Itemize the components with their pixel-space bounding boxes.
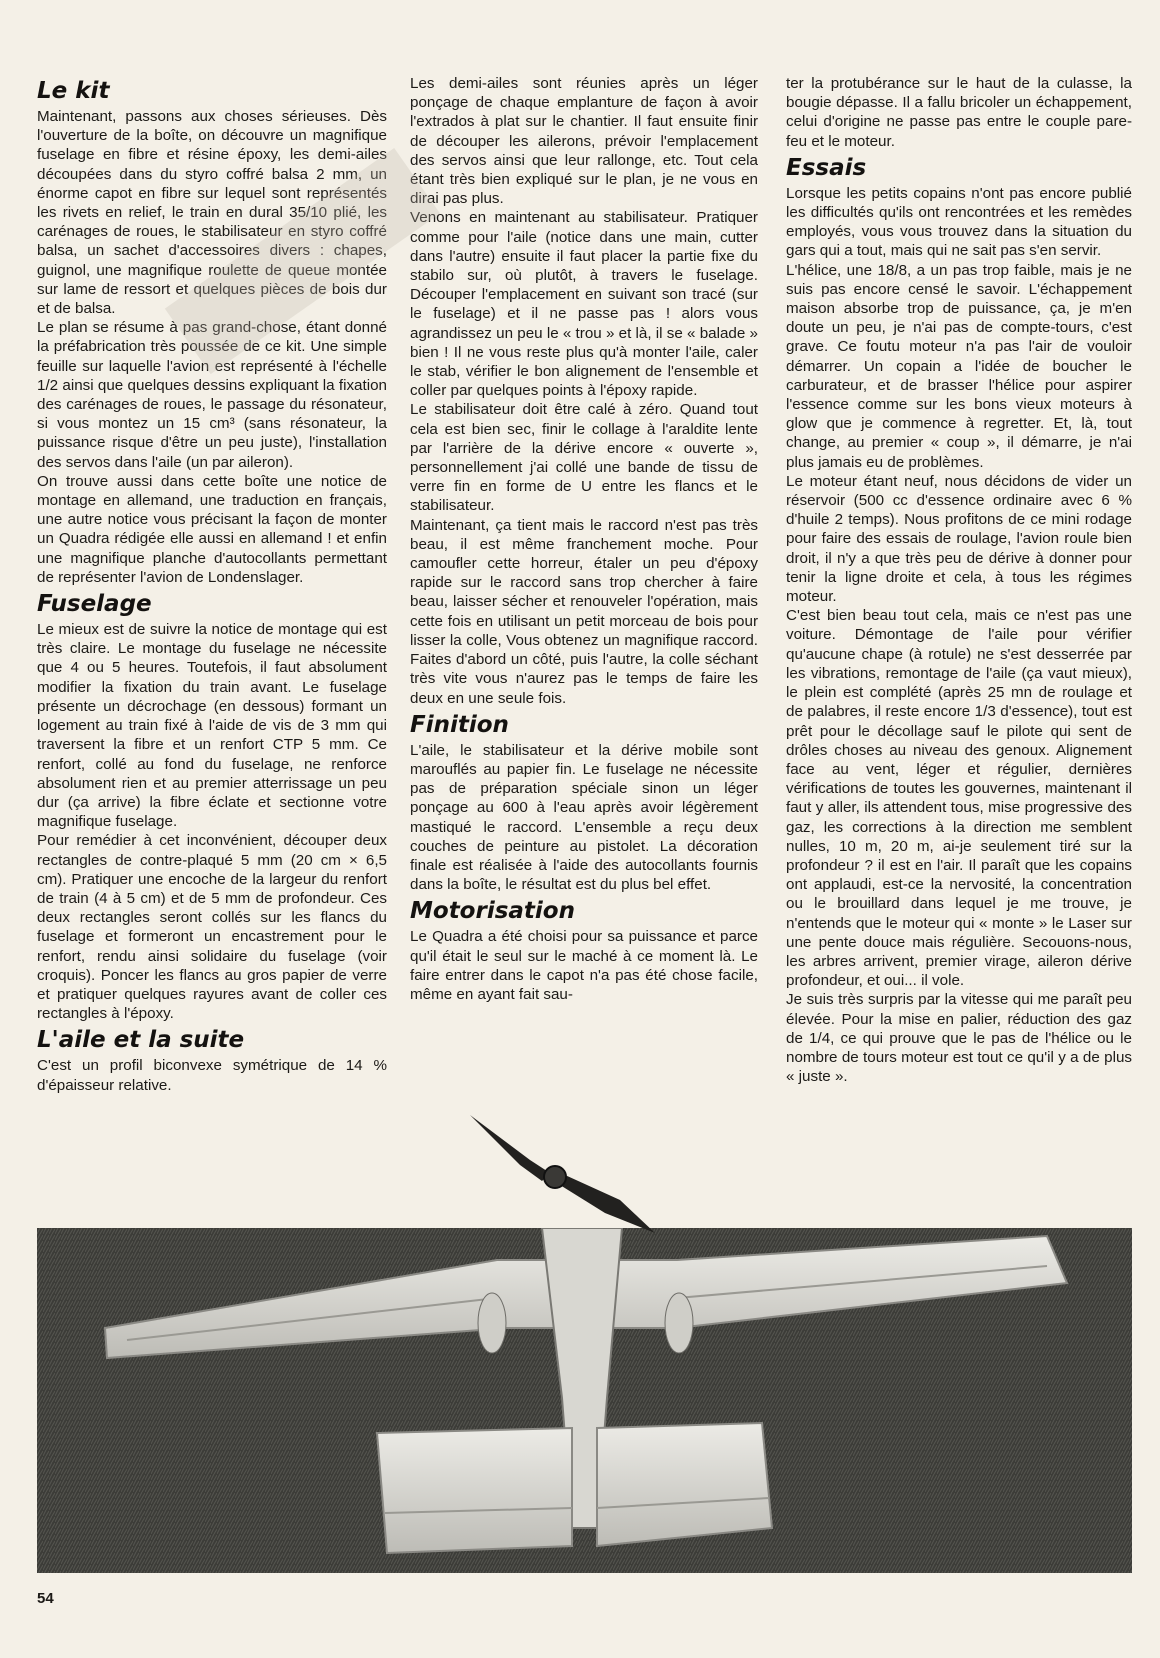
- heading-motorisation: Motorisation: [410, 898, 575, 925]
- paragraph: Je suis très surpris par la vitesse qui me paraît peu élevée. Pour la mise en palier, réduction des gaz de 1/4, ce qui prouve que le pas de l'hélice ou le nombre de tours moteur est tout ce qu'il y a de plus « juste ».: [786, 991, 1132, 1086]
- paragraph: Le Quadra a été choisi pour sa puissance et parce qu'il était le seul sur le maché à ce moment là. Le faire entrer dans le capot n'a pas été chose facile, même en ayant fait sau-: [410, 928, 758, 1003]
- paragraph: Le mieux est de suivre la notice de montage qui est très claire. Le montage du fuselage ne nécessite que 4 ou 5 heures. Toutefois, il faut absolument modifier la fixation du train avant. Le fuselage présente un décrochage (en dessous) formant un logement au train fixé à l'aide de vis de 3 mm qui traversent la fibre et un renfort CTP 5 mm. Ce renfort, collé au fond du fuselage, ne renforce absolument rien et au premier atterrissage un peu dur (ça arrive) la fibre éclate et sectionne votre magnifique fuselage.: [37, 621, 387, 831]
- heading-essais: Essais: [786, 154, 867, 181]
- paragraph: Le moteur étant neuf, nous décidons de vider un réservoir (500 cc d'essence ordinaire avec 6 % d'huile 2 temps). Nous profitons de ce mini rodage pour faire des essais de roulage, l'avion roule bien droit, il n'y a que très peu de dérive à donner pour tenir la ligne droite et cela, à tous les régimes moteur.: [786, 472, 1132, 606]
- column-2: [410, 74, 758, 1004]
- heading-fuselage: Fuselage: [37, 591, 152, 618]
- paragraph: Maintenant, passons aux choses sérieuses. Dès l'ouverture de la boîte, on découvre un magnifique fuselage en fibre et résine époxy, les demi-ailes découpées dans du styro coffré balsa 2 mm, un énorme capot en fibre sur lequel sont représentés les rivets en relief, le train en dural 35/10 plié, les carénages de roues, le stabilisateur en styro coffré balsa, un sachet d'accessoires divers : chapes, guignol, une magnifique roulette de queue montée sur lame de ressort et quelques pièces de bois dur et de balsa.: [37, 108, 387, 318]
- paragraph: L'aile, le stabilisateur et la dérive mobile sont marouflés au papier fin. Le fuselage ne nécessite pas de préparation spéciale sinon un léger ponçage au 600 à l'eau après avoir légèrement mastiqué le raccord. L'ensemble a reçu deux couches de peinture au pistolet. La décoration finale est réalisée à l'aide des autocollants fournis dans la boîte, le résultat est du plus bel effet.: [410, 741, 758, 894]
- heading-aile-et-suite: L'aile et la suite: [37, 1027, 245, 1054]
- paragraph: Maintenant, ça tient mais le raccord n'est pas très beau, il est même franchement moche. Pour camoufler cette horreur, étaler un peu d'époxy rapide sur le raccord sans trop chercher à faire beau, laisser sécher et renouveler l'opération, mais cette fois en utilisant un petit morceau de bois pour lisser la colle, Vous obtenez un magnifique raccord. Faites d'abord un côté, puis l'autre, la colle séchant très vite vous n'aurez pas le temps de faire les deux en une seule fois.: [410, 516, 758, 707]
- paragraph: Venons en maintenant au stabilisateur. Pratiquer comme pour l'aile (notice dans une main, cutter dans l'autre) ensuite il faut placer la partie fixe du stabilo sur, où plutôt, à travers le fuselage. Découper l'emplacement en suivant son tracé (sur le fuselage) et il ne passe pas ! alors vous agrandissez un peu le « trou » et là, il se « balade » bien ! Il ne vous reste plus qu'à monter l'aile, caler le stab, vérifier le bon alignement de l'ensemble et coller par quelques points à l'époxy rapide.: [410, 209, 758, 400]
- paragraph: Lorsque les petits copains n'ont pas encore publié les difficultés qu'ils ont rencontrées et les remèdes employés, vous vous trouvez dans la situation du gars qui a tout, mais qui ne sait pas s'en servir.: [786, 184, 1132, 260]
- heading-finition: Finition: [410, 711, 509, 738]
- paragraph: Le plan se résume à pas grand-chose, étant donné la préfabrication très poussée de ce kit. Une simple feuille sur laquelle l'avion est représenté à l'échelle 1/2 ainsi que quelques dessins expliquant la fixation des carénages de roues, le passage du résonateur, si vous montez un 15 cm³ (sans résonateur, la puissance risque d'être un peu juste), l'installation des servos dans l'aile (un par aileron).: [37, 319, 387, 471]
- propeller-graphic: [470, 1115, 690, 1235]
- column-3: [786, 74, 1132, 1086]
- paragraph: C'est bien beau tout cela, mais ce n'est pas une voiture. Démontage de l'aile pour vérifier qu'aucune chape (à rotule) ne s'est desserrée par les vibrations, remontage de l'aile (ça vaut mieux), le plein est complété (après 25 mn de roulage et de palabres, il reste encore 1/3 d'essence), tout est prêt pour le décollage sauf le pilote qui sent de drôles choses au niveau des genoux. Alignement face au vent, léger et régulier, dernières vérifications de toutes les gouvernes, maintenant il faut y aller, ils attendent tous, mise progressive des gaz, les corrections à la direction me semblent nulles, 10 m, 20 m, ai-je seulement tiré sur la profondeur ? il est en l'air. Il paraît que les copains ont applaudi, est-ce la nervosité, la concentration ou le brouillard dans lequel je me trouve, je n'entends que le moteur qui « monte » le Laser sur une pente douce mais régulière. Secouons-nous, les arbres arrivent, premier virage, aileron dérive profondeur, et oui... il vole.: [786, 607, 1132, 990]
- paragraph: Pour remédier à cet inconvénient, découper deux rectangles de contre-plaqué 5 mm (20 cm × 6,5 cm). Pratiquer une encoche de la largeur du renfort de train (4 à 5 cm) et de 5 mm de profondeur. Ces deux rectangles seront collés sur les flancs du fuselage et formeront un encastrement pour le renfort, rendu ainsi solidaire du fuselage (voir croquis). Poncer les flancs au gros papier de verre et pratiquer quelques rayures avant de coller ces rectangles à l'époxy.: [37, 832, 387, 1023]
- page-number: 54: [37, 1590, 54, 1607]
- column-1: [37, 74, 387, 1095]
- paragraph: C'est un profil biconvexe symétrique de 14 % d'épaisseur relative.: [37, 1057, 387, 1094]
- paragraph: ter la protubérance sur le haut de la culasse, la bougie dépasse. Il a fallu bricoler un échappement, celui d'origine ne passe pas entre le couple pare-feu et le moteur.: [786, 75, 1132, 150]
- paragraph: L'hélice, une 18/8, a un pas trop faible, mais je ne suis pas encore censé le savoir. L'échappement maison absorbe trop de puissance, ça, je m'en doute un peu, je n'ai pas de compte-tours, c'est grave. Ce foutu moteur n'a pas l'air de vouloir démarrer. Un copain a l'idée de boucher le carburateur, et de brasser l'hélice pour aspirer l'essence comme sur les bons vieux moteurs à glow que je commence à regretter. Et, là, tout change, au premier « coup », il démarre, je n'ai plus jamais eu de problèmes.: [786, 261, 1132, 471]
- paragraph: Les demi-ailes sont réunies après un léger ponçage de chaque emplanture de façon à avoir l'extrados à plat sur le chantier. Il faut ensuite finir de découper les ailerons, prévoir l'emplacement des servos ainsi que leur rallonge, etc. Tout cela étant très bien expliqué sur le plan, je ne vous en dirai pas plus.: [410, 75, 758, 208]
- aircraft-photo: [37, 1228, 1132, 1573]
- paragraph: On trouve aussi dans cette boîte une notice de montage en allemand, une traduction en français, une autre notice vous précisant la façon de monter un Quadra rédigée elle aussi en allemand ! et enfin une magnifique planche d'autocollants permettant de représenter l'avion de Londenslager.: [37, 472, 387, 586]
- heading-le-kit: Le kit: [37, 78, 110, 104]
- paragraph: Le stabilisateur doit être calé à zéro. Quand tout cela est bien sec, finir le collage à l'araldite lente par l'arrière de la dérive encore « ouverte », personnellement j'ai collé une bande de tissu de verre fin en forme de U entre les flancs et le stabilisateur.: [410, 401, 758, 515]
